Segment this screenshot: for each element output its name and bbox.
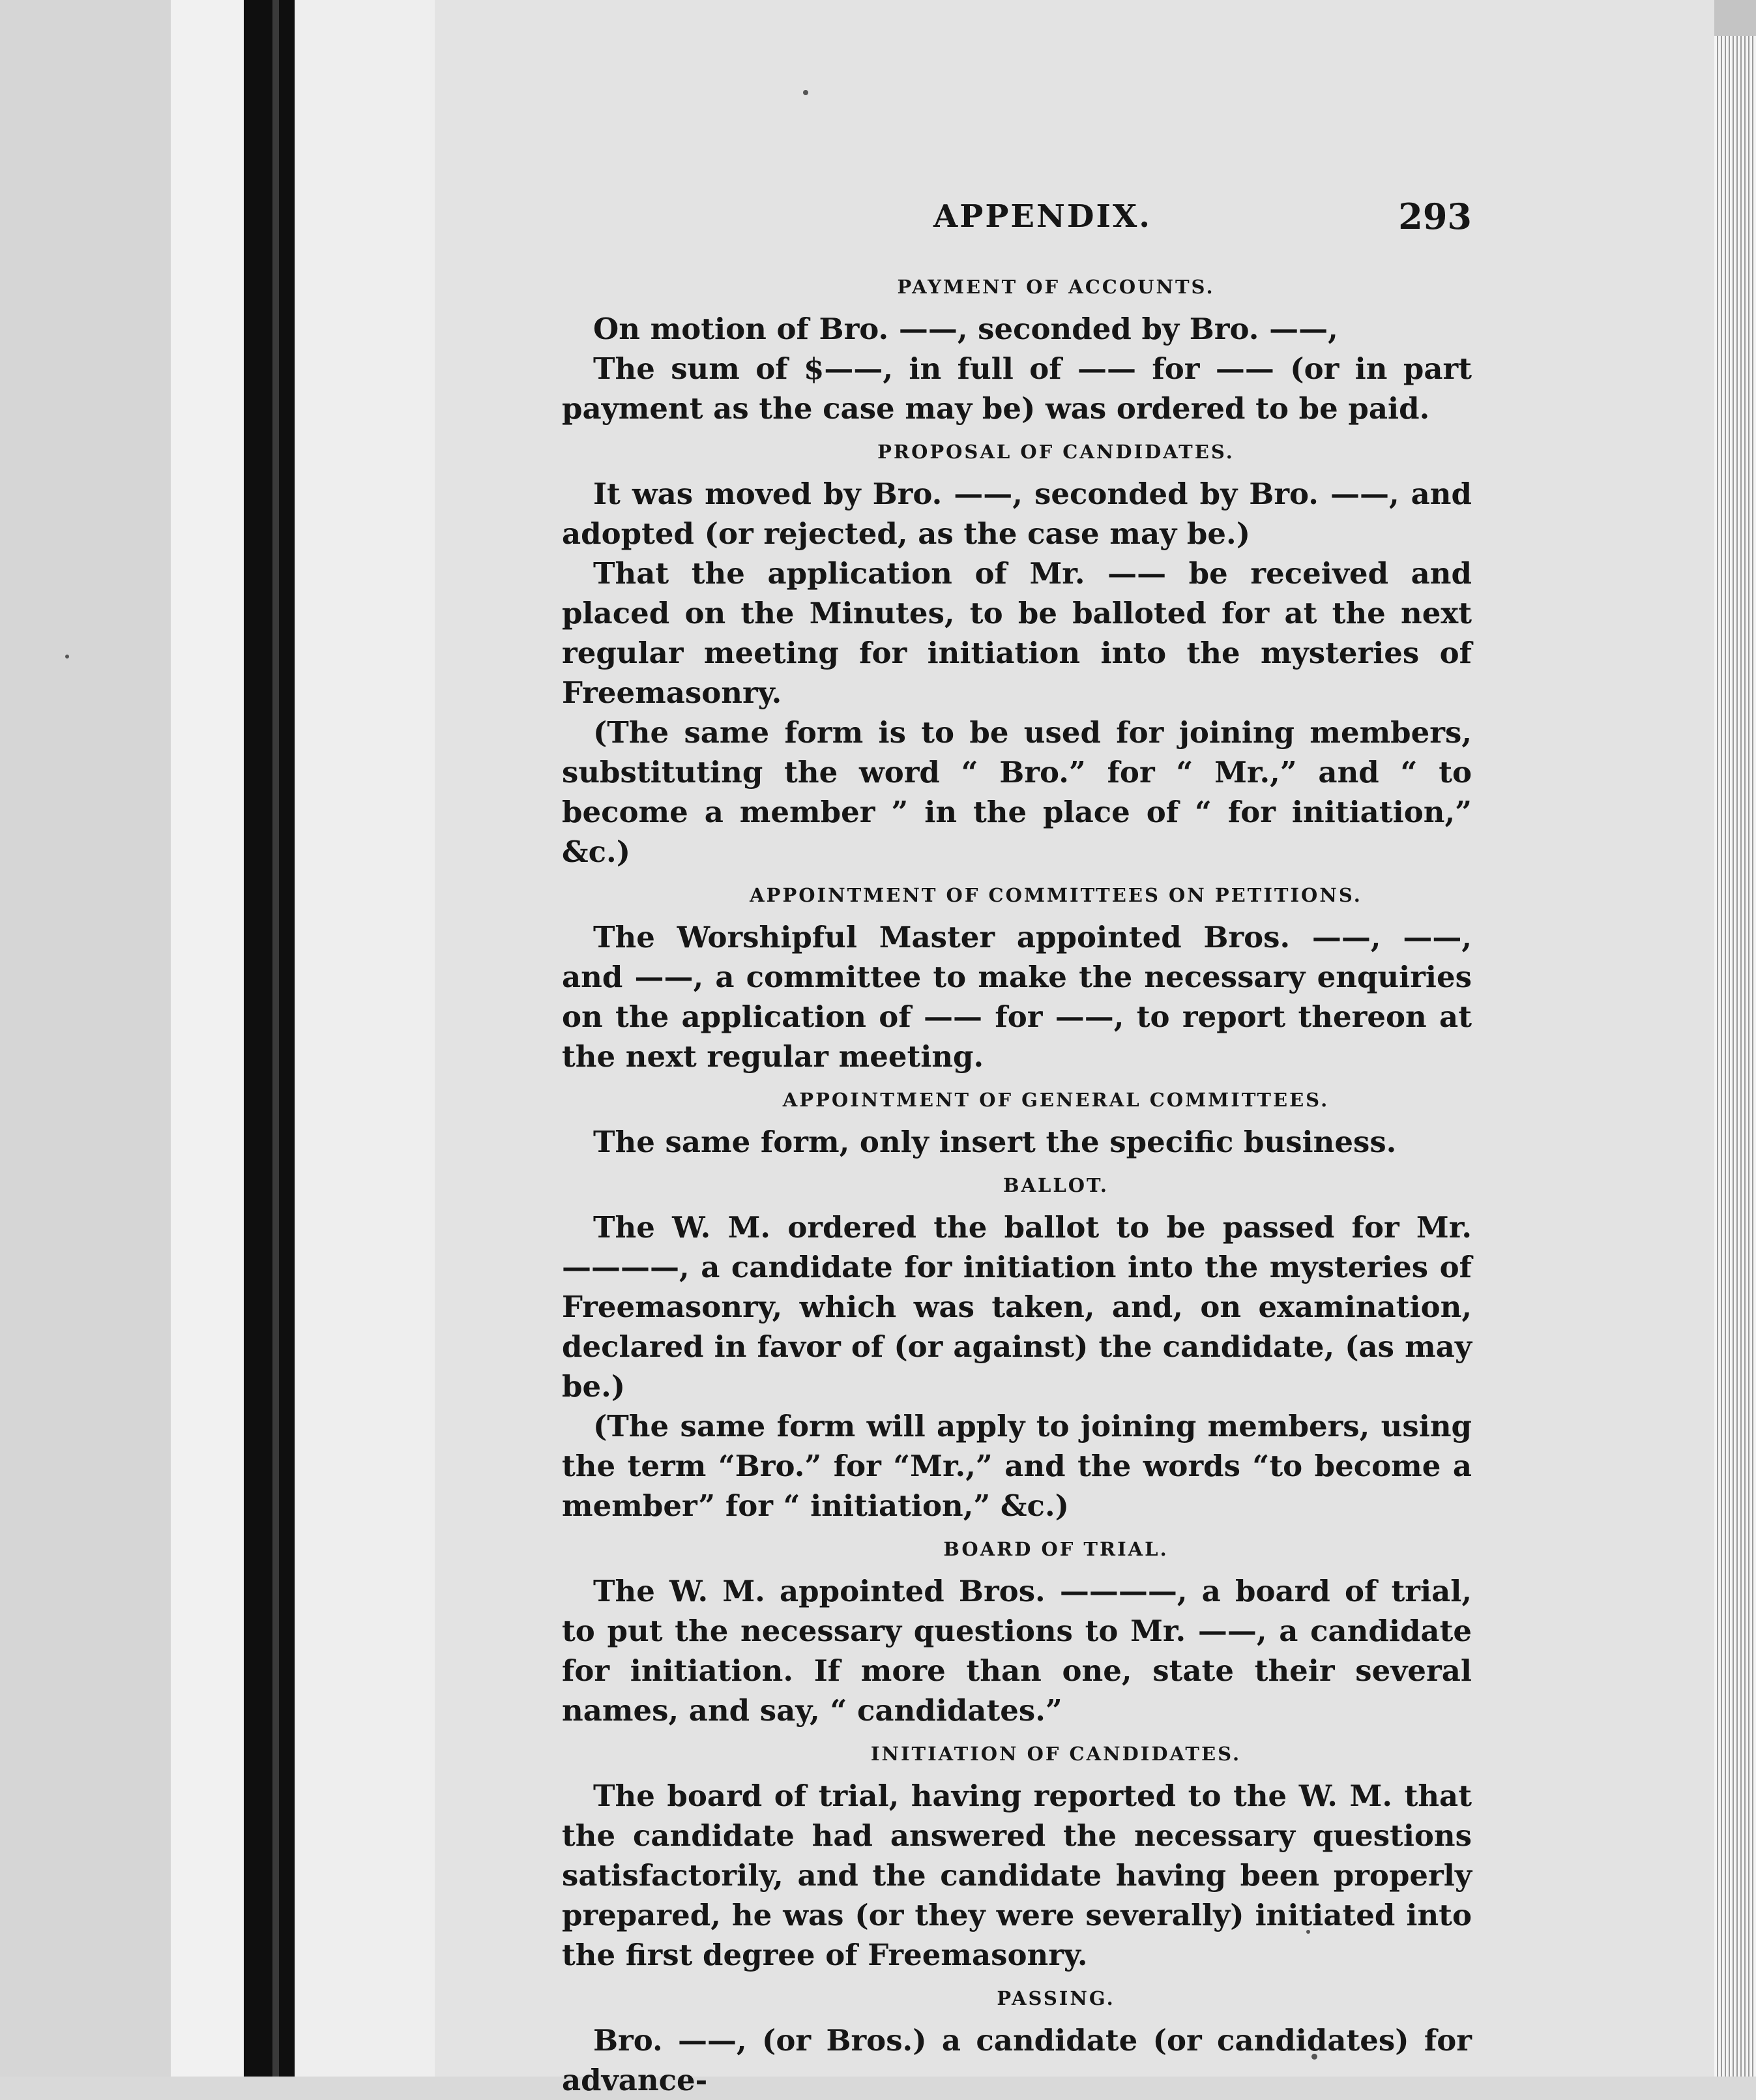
page-header bbox=[562, 196, 1472, 248]
facing-page-edge bbox=[171, 0, 244, 2077]
page-stack-top bbox=[1714, 0, 1756, 36]
paragraph: The Worshipful Master appointed Bros. ——, ——, and ——, a committee to make the necessary enquiries on the application of —— for ——, to report thereon at the next regular meeting. bbox=[562, 920, 1472, 1074]
paragraph: (The same form will apply to joining members, using the term “Bro.” for “Mr.,” and the words “to become a member” for “ initiation,” &c.) bbox=[562, 1409, 1472, 1523]
book-spine bbox=[244, 0, 295, 2077]
ink-speck bbox=[65, 655, 69, 658]
spine-highlight bbox=[272, 0, 279, 2077]
section-heading-ballot: BALLOT. bbox=[1003, 1174, 1109, 1196]
section-heading-general-committees: APPOINTMENT OF GENERAL COMMITTEES. bbox=[782, 1089, 1330, 1111]
inner-gutter bbox=[295, 0, 435, 2077]
paragraph: The board of trial, having reported to the W. M. that the candidate had answered the necessary questions satisfactorily, and the candidate having been properly prepared, he was (or they were severally) initiated into the first degree of Freemasonry. bbox=[562, 1779, 1472, 1972]
left-margin bbox=[0, 0, 171, 2077]
section-heading-passing: PASSING. bbox=[997, 1987, 1115, 2009]
section-heading-payment: PAYMENT OF ACCOUNTS. bbox=[897, 276, 1215, 298]
paragraph: That the application of Mr. —— be received and placed on the Minutes, to be balloted for at the next regular meeting for initiation into the mysteries of Freemasonry. bbox=[562, 556, 1472, 710]
paragraph: The W. M. ordered the ballot to be passed for Mr. ————, a candidate for initiation into the mysteries of Freemasonry, which was taken, and, on examination, declared in favor of (or against) the candidate, (as may be.) bbox=[562, 1210, 1472, 1404]
page-stack-edge bbox=[1714, 0, 1756, 2077]
section-heading-proposal: PROPOSAL OF CANDIDATES. bbox=[877, 441, 1235, 463]
paragraph: Bro. ——, (or Bros.) a candidate (or candidates) for advance- bbox=[562, 2023, 1472, 2097]
paragraph: The sum of $——, in full of —— for —— (or in part payment as the case may be) was ordered to be paid. bbox=[562, 351, 1472, 426]
section-heading-board-of-trial: BOARD OF TRIAL. bbox=[943, 1538, 1169, 1560]
paragraph: The W. M. appointed Bros. ————, a board of trial, to put the necessary questions to Mr. ——, a candidate for initiation. If more than one, state their several names, and say, “ candidates.” bbox=[562, 1574, 1472, 1728]
section-heading-initiation: INITIATION OF CANDIDATES. bbox=[870, 1743, 1242, 1765]
paragraph: On motion of Bro. ——, seconded by Bro. ——, bbox=[593, 312, 1338, 346]
page-number: 293 bbox=[1398, 196, 1472, 237]
paragraph: (The same form is to be used for joining members, substituting the word “ Bro.” for “ Mr.,” and “ to become a member ” in the place of “ for initiation,” &c.) bbox=[562, 715, 1472, 869]
running-head: APPENDIX. bbox=[933, 198, 1152, 235]
section-heading-committees-petitions: APPOINTMENT OF COMMITTEES ON PETITIONS. bbox=[750, 884, 1362, 906]
body-text bbox=[562, 274, 1472, 2100]
ink-speck bbox=[803, 90, 808, 95]
paragraph: The same form, only insert the specific business. bbox=[593, 1125, 1397, 1159]
paragraph: It was moved by Bro. ——, seconded by Bro. ——, and adopted (or rejected, as the case may be.) bbox=[562, 477, 1472, 551]
